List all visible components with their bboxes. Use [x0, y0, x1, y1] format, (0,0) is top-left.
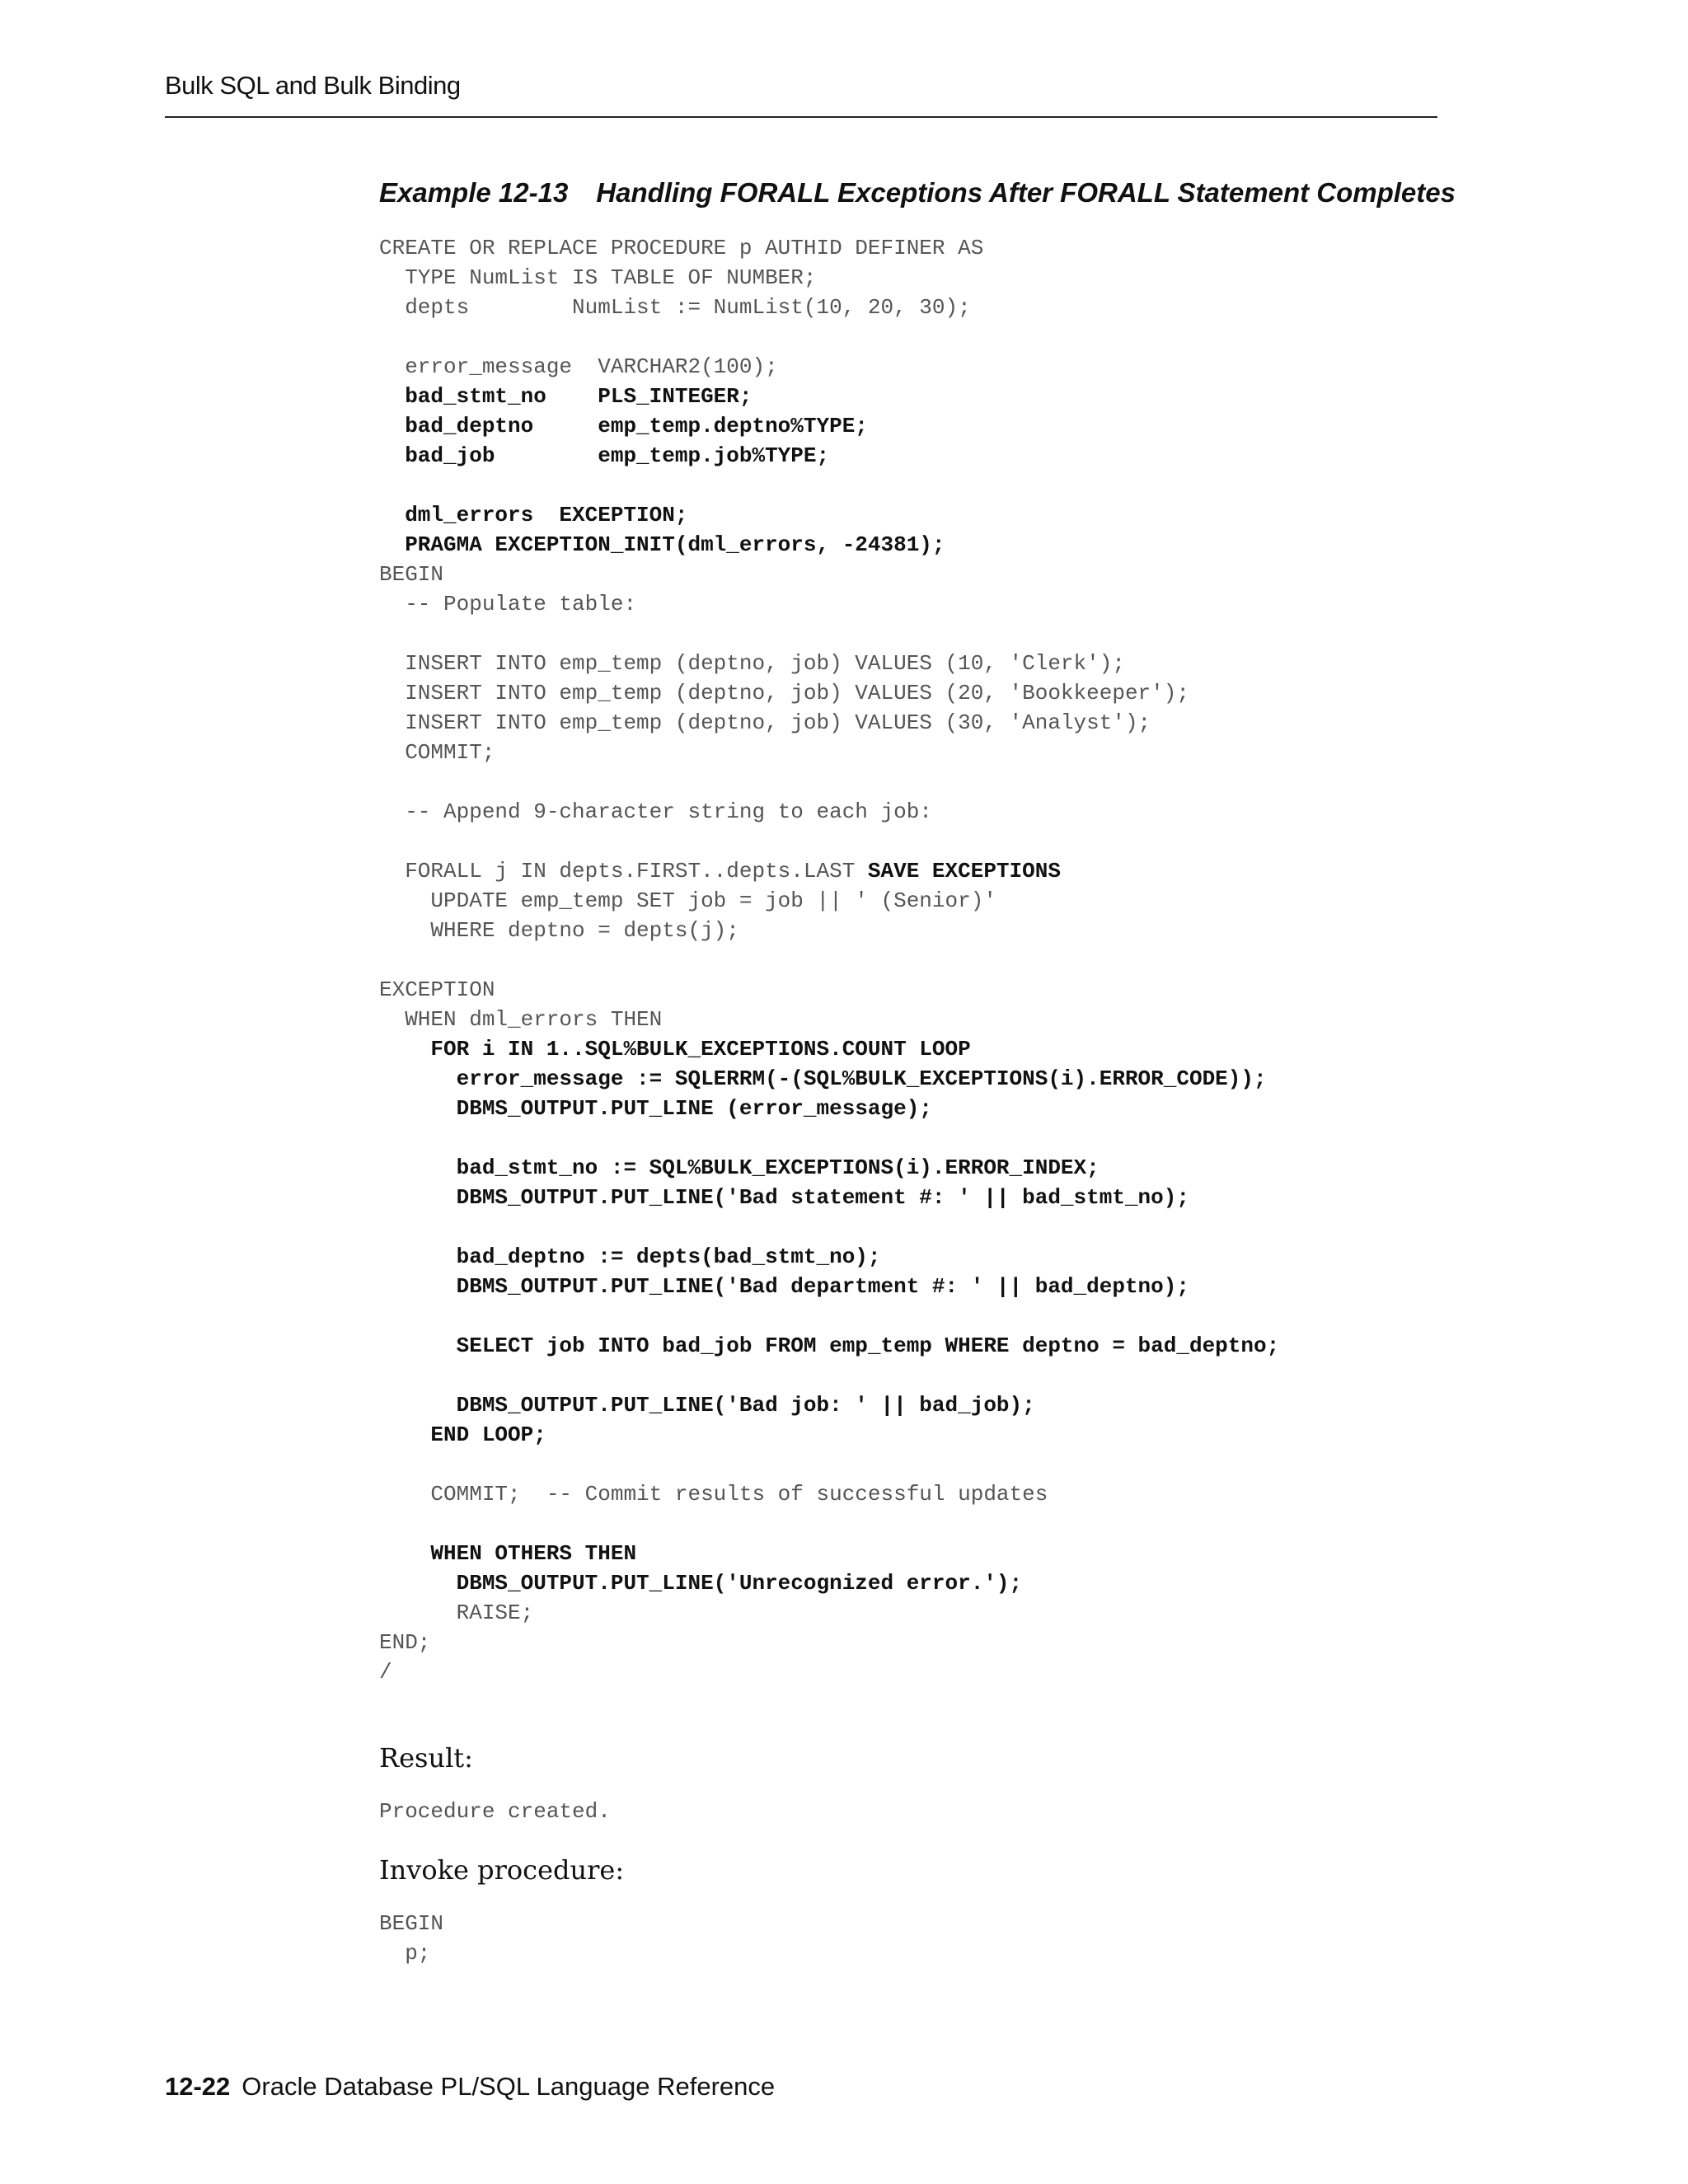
code-line [379, 888, 996, 913]
code-line [379, 1422, 546, 1447]
code-text-bold: DBMS_OUTPUT.PUT_LINE (error_message); [379, 1096, 932, 1121]
code-line [379, 1601, 533, 1625]
code-line [379, 1096, 932, 1121]
code-text: -- Populate table: [379, 592, 637, 616]
code-line [379, 1007, 662, 1032]
code-line [379, 1482, 1048, 1507]
code-text: COMMIT; -- Commit results of successful updates [379, 1482, 1048, 1507]
code-text: INSERT INTO emp_temp (deptno, job) VALUES (30, 'Analyst'); [379, 710, 1151, 735]
code-text-bold: PRAGMA EXCEPTION_INIT(dml_errors, -24381); [379, 532, 945, 557]
code-listing [379, 233, 1279, 1687]
code-line [379, 651, 1125, 676]
code-line [379, 1155, 1100, 1180]
code-text-bold: bad_stmt_no := SQL%BULK_EXCEPTIONS(i).ERROR_INDEX; [379, 1155, 1100, 1180]
code-text-bold: DBMS_OUTPUT.PUT_LINE('Bad statement #: ' || bad_stmt_no); [379, 1185, 1189, 1210]
example-title [379, 177, 1456, 209]
code-line [379, 859, 1061, 883]
code-line [379, 799, 932, 824]
code-line [379, 1066, 1267, 1091]
code-text-bold: END LOOP; [379, 1422, 546, 1447]
code-line [379, 740, 495, 765]
code-line [379, 265, 817, 290]
code-line [379, 710, 1151, 735]
code-text: UPDATE emp_temp SET job = job || ' (Senior)' [379, 888, 996, 913]
code-text-bold: error_message := SQLERRM(-(SQL%BULK_EXCEPTIONS(i).ERROR_CODE)); [379, 1066, 1267, 1091]
code-line [379, 1393, 1035, 1418]
code-line [379, 354, 778, 379]
code-text: INSERT INTO emp_temp (deptno, job) VALUES (20, 'Bookkeeper'); [379, 681, 1189, 705]
code-line [379, 1244, 881, 1269]
code-text-bold: bad_job emp_temp.job%TYPE; [379, 443, 830, 468]
code-text: INSERT INTO emp_temp (deptno, job) VALUES (10, 'Clerk'); [379, 651, 1125, 676]
example-label: Example 12-13 [379, 177, 569, 208]
running-header: Bulk SQL and Bulk Binding [165, 71, 461, 100]
code-line [379, 295, 971, 320]
code-line [379, 1541, 636, 1566]
code-line [379, 384, 752, 409]
code-text-bold: DBMS_OUTPUT.PUT_LINE('Bad job: ' || bad_job); [379, 1393, 1035, 1418]
code-line [379, 977, 495, 1002]
code-text: / [379, 1660, 392, 1685]
code-line [379, 443, 829, 468]
result-heading: Result: [379, 1742, 473, 1774]
header-divider [165, 116, 1437, 118]
code-text: depts NumList := NumList(10, 20, 30); [379, 295, 971, 320]
invoke-heading: Invoke procedure: [379, 1854, 625, 1886]
result-output: Procedure created. [379, 1799, 611, 1824]
code-text-bold: dml_errors EXCEPTION; [379, 503, 688, 527]
code-text: TYPE NumList IS TABLE OF NUMBER; [379, 265, 817, 290]
code-line [379, 414, 868, 438]
code-text: RAISE; [379, 1601, 534, 1625]
code-line [379, 1660, 392, 1685]
code-text-bold: DBMS_OUTPUT.PUT_LINE('Unrecognized error.'); [379, 1571, 1023, 1596]
code-text-bold: FOR i IN 1..SQL%BULK_EXCEPTIONS.COUNT LOOP [379, 1037, 971, 1062]
code-line [379, 1333, 1279, 1358]
code-line [379, 918, 739, 943]
code-line [379, 1274, 1189, 1299]
code-text: WHEN dml_errors THEN [379, 1007, 663, 1032]
code-text: FORALL j IN depts.FIRST..depts.LAST [379, 859, 868, 883]
page-footer [165, 2072, 775, 2102]
code-text: COMMIT; [379, 740, 495, 765]
code-text-bold: bad_deptno := depts(bad_stmt_no); [379, 1244, 881, 1269]
code-line [379, 532, 945, 557]
code-line [379, 681, 1189, 705]
code-text-bold: bad_stmt_no PLS_INTEGER; [379, 384, 753, 409]
invoke-code: BEGIN p; [379, 1911, 444, 1966]
book-title: Oracle Database PL/SQL Language Reference [241, 2072, 776, 2101]
code-text: WHERE deptno = depts(j); [379, 918, 739, 943]
code-line [379, 592, 636, 616]
code-text: END; [379, 1630, 431, 1655]
code-line [379, 562, 443, 587]
code-text: EXCEPTION [379, 977, 495, 1002]
code-text: -- Append 9-character string to each job: [379, 799, 932, 824]
code-line [379, 236, 983, 260]
code-line [379, 1630, 430, 1655]
code-text-bold: WHEN OTHERS THEN [379, 1541, 637, 1566]
code-text-bold: bad_deptno emp_temp.deptno%TYPE; [379, 414, 868, 438]
code-text: error_message VARCHAR2(100); [379, 354, 778, 379]
code-text-bold: DBMS_OUTPUT.PUT_LINE('Bad department #: ' || bad_deptno); [379, 1274, 1189, 1299]
code-line [379, 1037, 971, 1062]
code-text-bold: SELECT job INTO bad_job FROM emp_temp WHERE deptno = bad_deptno; [379, 1333, 1280, 1358]
code-text: CREATE OR REPLACE PROCEDURE p AUTHID DEFINER AS [379, 236, 984, 260]
code-text-bold: SAVE EXCEPTIONS [867, 859, 1061, 883]
code-text: BEGIN [379, 562, 444, 587]
code-line [379, 1185, 1189, 1210]
page-number: 12-22 [165, 2072, 231, 2101]
code-line [379, 503, 687, 527]
example-title-text: Handling FORALL Exceptions After FORALL Statement Completes [596, 177, 1456, 208]
code-line [379, 1571, 1022, 1596]
